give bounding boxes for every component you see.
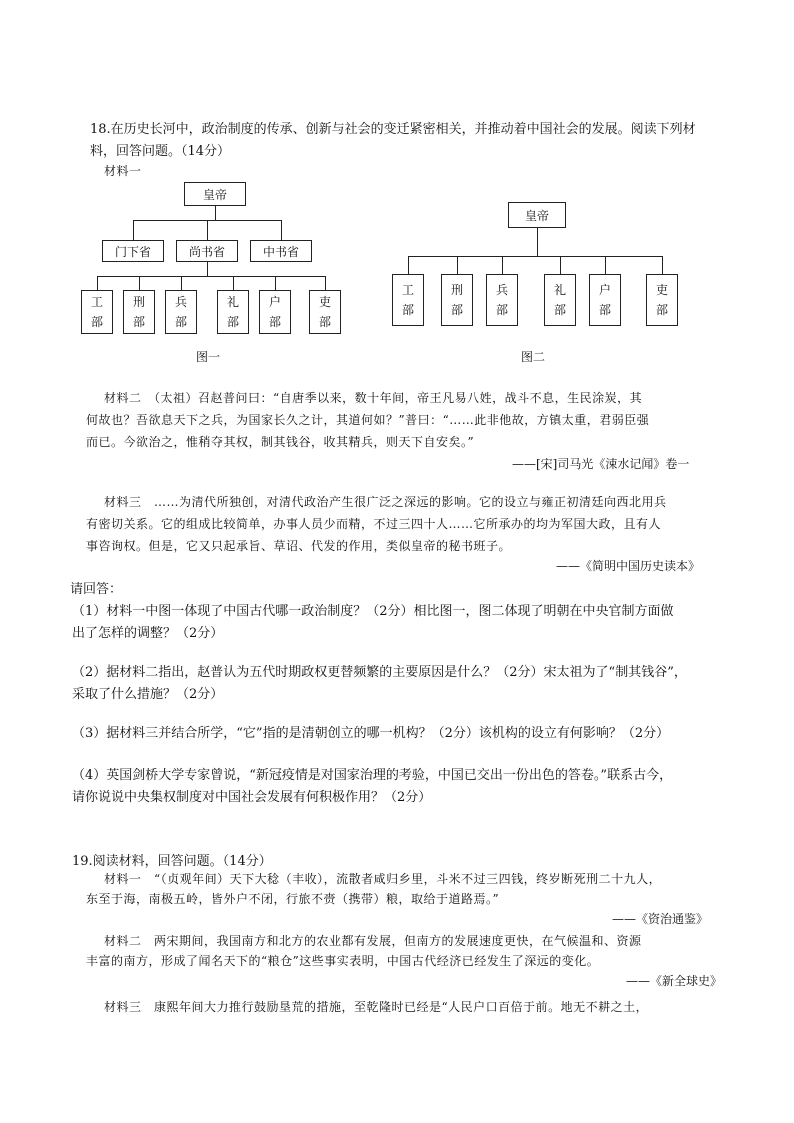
material1-label: 材料一 <box>104 164 142 178</box>
fig1-menxia-box: 门下省 <box>102 240 164 262</box>
fig1-zhongshu-box: 中书省 <box>250 240 312 262</box>
material2-line1: 材料二 （太祖）召赵普问曰：“自唐季以来，数十年间，帝王凡易八姓，战斗不息，生民涂炭，其 <box>104 391 643 405</box>
fig1-xingbu-box: 刑 部 <box>123 290 155 334</box>
q18-intro-line2: 料，回答问题。（14分） <box>90 144 231 159</box>
q19-intro: 19.阅读材料，回答问题。（14分） <box>72 854 272 869</box>
q19-material3-line1: 材料三 康熙年间大力推行鼓励垦荒的措施，至乾隆时已经是“人民户口百倍于前。地无不耕之土， <box>104 1000 649 1014</box>
material3-line2: 有密切关系。它的组成比较简单，办事人员少而精，不过三四十人……它所承办的均为军国大政，且有人 <box>86 517 662 531</box>
material3-line3: 事咨询权。但是，它又只起承旨、草诏、代发的作用，类似皇帝的秘书班子。 <box>86 539 512 553</box>
material2-source: ——[宋]司马光《涑水记闻》卷一 <box>512 457 690 471</box>
q19-material2-line2: 丰富的南方，形成了闻名天下的“粮仓”这些事实表明，中国古代经济已经发生了深远的变化。 <box>86 954 600 968</box>
subq4-line1: （4）英国剑桥大学专家曾说，“新冠疫情是对国家治理的考验，中国已交出一份出色的答卷。”联系古今， <box>72 768 673 783</box>
q19-material2-line1: 材料二 两宋期间，我国南方和北方的农业都有发展，但南方的发展速度更快，在气候温和、资源 <box>104 934 642 948</box>
subq1-line2: 出了怎样的调整？（2分） <box>72 626 224 641</box>
fig2-bingbu-box: 兵 部 <box>486 274 518 326</box>
fig2-xingbu-box: 刑 部 <box>441 274 473 326</box>
fig2-libu-box: 礼 部 <box>544 274 576 326</box>
fig1-libu-box: 礼 部 <box>217 290 249 334</box>
subq2-line1: （2）据材料二指出，赵普认为五代时期政权更替频繁的主要原因是什么？（2分）宋太祖为了“制其钱谷”， <box>72 665 687 680</box>
ask-prompt: 请回答： <box>70 582 123 597</box>
fig1-caption: 图一 <box>196 350 221 364</box>
subq1-line1: （1）材料一中图一体现了中国古代哪一政治制度？（2分）相比图一，图二体现了明朝在中央官制方面做 <box>72 604 674 619</box>
fig2-gongbu-box: 工 部 <box>392 274 424 326</box>
q18-intro-line1: 18.在历史长河中，政治制度的传承、创新与社会的变迁紧密相关，并推动着中国社会的发展。阅读下列材 <box>90 122 696 137</box>
subq3-line1: （3）据材料三并结合所学，“它”指的是清朝创立的哪一机构？（2分）该机构的设立有何影响？（2分） <box>72 726 670 741</box>
subq4-line2: 请你说说中央集权制度对中国社会发展有何积极作用？（2分） <box>72 790 432 805</box>
material3-line1: 材料三 ……为清代所独创，对清代政治产生很广泛之深远的影响。它的设立与雍正初清廷向西北用兵 <box>104 495 667 509</box>
q19-material1-source: ——《资治通鉴》 <box>612 912 709 926</box>
fig2-emperor-box: 皇帝 <box>508 202 566 228</box>
fig1-hubu-box: 户 部 <box>259 290 291 334</box>
q19-material1-line1: 材料一 “（贞观年间）天下大稔（丰收），流散者咸归乡里，斗米不过三四钱，终岁断死刑二十九人， <box>104 872 662 886</box>
fig2-libu-personnel-box: 吏 部 <box>646 274 678 326</box>
fig1-emperor-box: 皇帝 <box>184 182 246 206</box>
material2-line3: 而已。今欲治之，惟稍夺其权，制其钱谷，收其精兵，则天下自安矣。” <box>86 435 475 449</box>
q19-material2-source: ——《新全球史》 <box>626 974 723 988</box>
material3-source: ——《简明中国历史读本》 <box>556 559 701 573</box>
subq2-line2: 采取了什么措施？（2分） <box>72 687 224 702</box>
fig1-shangshu-box: 尚书省 <box>176 240 238 262</box>
fig1-bingbu-box: 兵 部 <box>165 290 197 334</box>
q19-material1-line2: 东至于海，南极五岭，皆外户不闭，行旅不赍（携带）粮，取给于道路焉。” <box>86 892 500 906</box>
fig1-libu-personnel-box: 吏 部 <box>309 290 341 334</box>
fig2-caption: 图二 <box>521 350 546 364</box>
fig1-gongbu-box: 工 部 <box>81 290 113 334</box>
fig2-hubu-box: 户 部 <box>589 274 621 326</box>
material2-line2: 何故也？吾欲息天下之兵，为国家长久之计，其道何如？”普曰：“……此非他故，方镇太重，君弱臣强 <box>86 413 650 427</box>
